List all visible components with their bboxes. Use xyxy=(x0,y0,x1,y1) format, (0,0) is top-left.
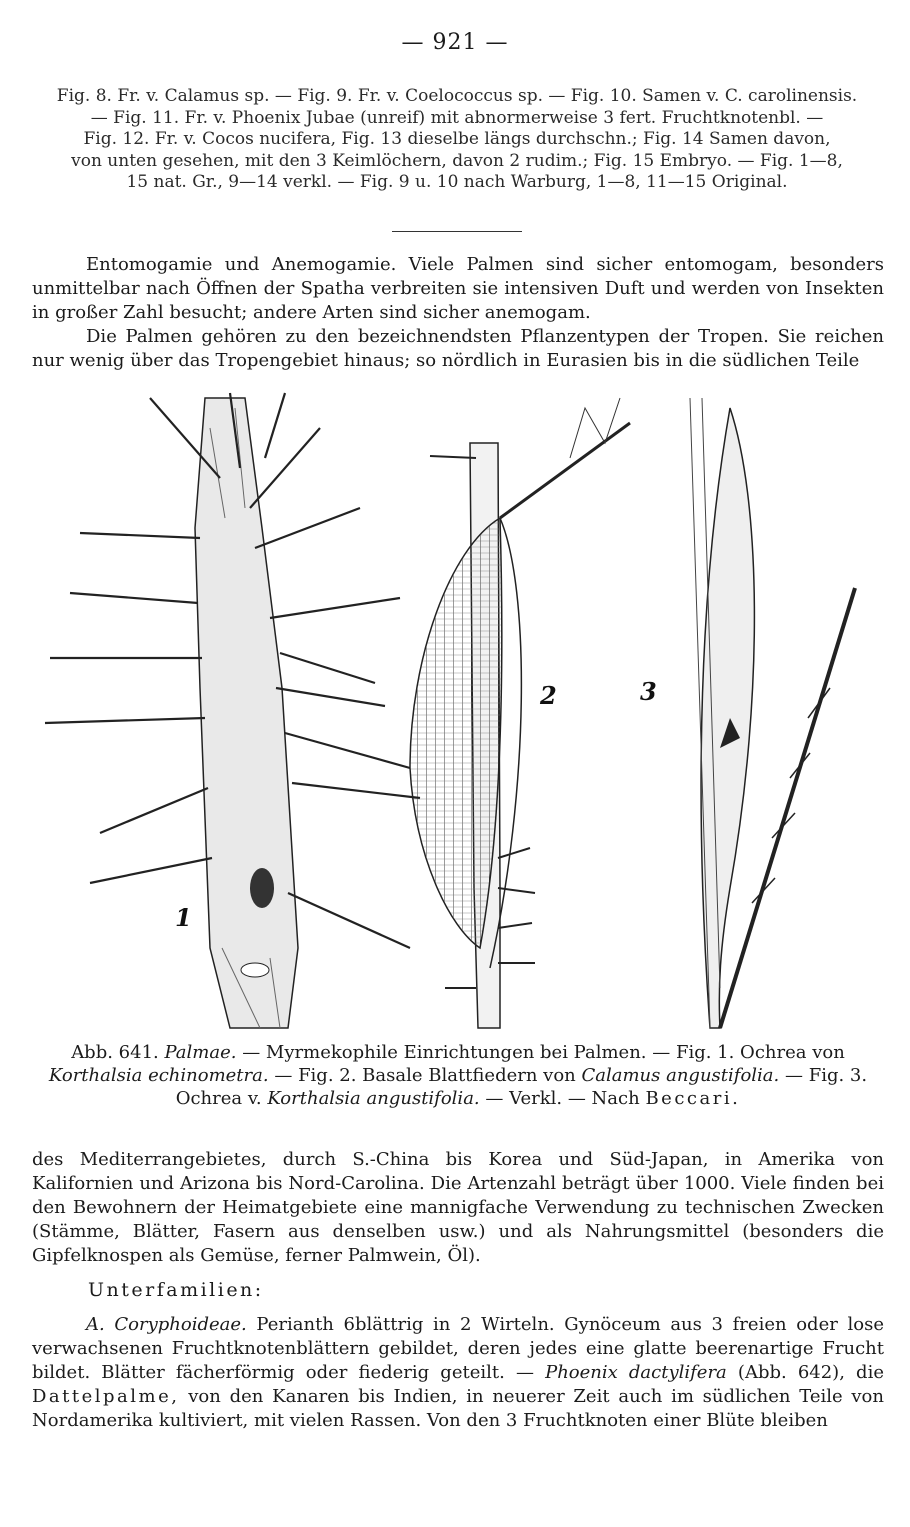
figure-caption xyxy=(32,1041,884,1110)
caption-author: Beccari. xyxy=(645,1088,741,1109)
caption-species-2: Calamus angustifolia. xyxy=(581,1065,780,1086)
caption-text-3: — Fig. 3. Ochrea v. xyxy=(175,1065,868,1109)
page-number: — 921 — xyxy=(401,30,509,55)
paragraph-tropen: Die Palmen gehören zu den bezeichnendsten Pflanzentypen der Tropen. Sie reichen nur wenig über das Tropengebiet hinaus; so nördlich in Eurasien bis in die südlichen Teile xyxy=(32,326,884,371)
caption-taxon: Palmae. xyxy=(164,1042,237,1063)
fig-label-1: 1 xyxy=(175,903,192,932)
caption-text-1: — Myrmekophile Einrichtungen bei Palmen. — Fig. 1. Ochrea von xyxy=(242,1042,845,1063)
paragraph-coryphoideae xyxy=(32,1313,884,1433)
figure-caption-previous xyxy=(32,86,882,194)
subfamily-a-text-3: von den Kanaren bis Indien, in neuerer Zeit auch im südlichen Teile von Nordamerika kultiviert, mit vielen Rassen. Von den 3 Fruchtknoten einer Blüte bleiben xyxy=(32,1386,884,1431)
subfamily-a-label: A. Coryphoideae. xyxy=(86,1314,247,1335)
fig3-korthalsia-angustifolia xyxy=(690,398,855,1028)
palm-ochrea-drawing xyxy=(30,388,890,1033)
caption-line: Fig. 12. Fr. v. Cocos nucifera, Fig. 13 dieselbe längs durchschn.; Fig. 14 Samen davon, xyxy=(83,129,831,149)
caption-line: 15 nat. Gr., 9—14 verkl. — Fig. 9 u. 10 nach Warburg, 1—8, 11—15 Original. xyxy=(126,172,788,192)
subfamily-a-text-2: (Abb. 642), die xyxy=(737,1362,884,1383)
paragraph-continuation: des Mediterrangebietes, durch S.-China bis Korea und Süd-Japan, in Amerika von Kalifornien und Arizona bis Nord-Carolina. Die Artenzahl beträgt über 1000. Viele finden bei den Bewohnern der Heimatgebiete eine mannigfache Verwendung zu technischen Zwecken (Stämme, Blätter, Fasern aus denselben usw.) und als Nahrungsmittel (besonders die Gipfelknospen als Gemüse, ferner Palmwein, Öl). xyxy=(32,1149,884,1266)
paragraph-entomogamie: Entomogamie und Anemogamie. Viele Palmen sind sicher entomogam, besonders unmittelbar nach Öffnen der Spatha verbreiten sie intensiven Duft und werden von Insekten in großer Zahl besucht; andere Arten sind sicher anemogam. xyxy=(32,254,884,323)
subfamily-a-section xyxy=(32,1313,884,1433)
common-name-dattelpalme: Dattelpalme, xyxy=(32,1386,180,1407)
fig-label-2: 2 xyxy=(540,681,557,710)
caption-text-4: — Verkl. — Nach xyxy=(485,1088,640,1109)
caption-line: von unten gesehen, mit den 3 Keimlöchern, davon 2 rudim.; Fig. 15 Embryo. — Fig. 1—8, xyxy=(71,150,843,171)
caption-text-2: — Fig. 2. Basale Blattfiedern von xyxy=(274,1065,576,1086)
section-divider xyxy=(392,231,522,232)
caption-prefix: Abb. 641. xyxy=(71,1042,159,1063)
caption-line: Fig. 8. Fr. v. Calamus sp. — Fig. 9. Fr. v. Coelococcus sp. — Fig. 10. Samen v. C. carolinensis. xyxy=(56,86,858,106)
fig1-korthalsia-echinometra xyxy=(45,393,420,1028)
fig-label-3: 3 xyxy=(640,677,657,706)
species-phoenix-dactylifera: Phoenix dactylifera xyxy=(545,1362,727,1383)
subfamily-a-text-1: Perianth 6blättrig in 2 Wirteln. Gynöceum aus 3 freien oder lose verwachsenen Fruchtknotenblättern gebildet, deren jedes eine glatte beerenartige Frucht bildet. Blätter fächerförmig oder fiederig geteilt. — xyxy=(32,1314,884,1383)
caption-line: — Fig. 11. Fr. v. Phoenix Jubae (unreif) mit abnormerweise 3 fert. Fruchtknotenbl. — xyxy=(90,107,824,128)
figure-illustration xyxy=(30,388,890,1033)
caption-species-1: Korthalsia echinometra. xyxy=(48,1065,269,1086)
intro-section xyxy=(32,253,884,373)
continuation-section xyxy=(32,1148,884,1268)
subfamilies-heading: Unterfamilien: xyxy=(88,1279,264,1301)
fig2-calamus-angustifolia xyxy=(410,398,630,1028)
caption-species-3: Korthalsia angustifolia. xyxy=(267,1088,480,1109)
